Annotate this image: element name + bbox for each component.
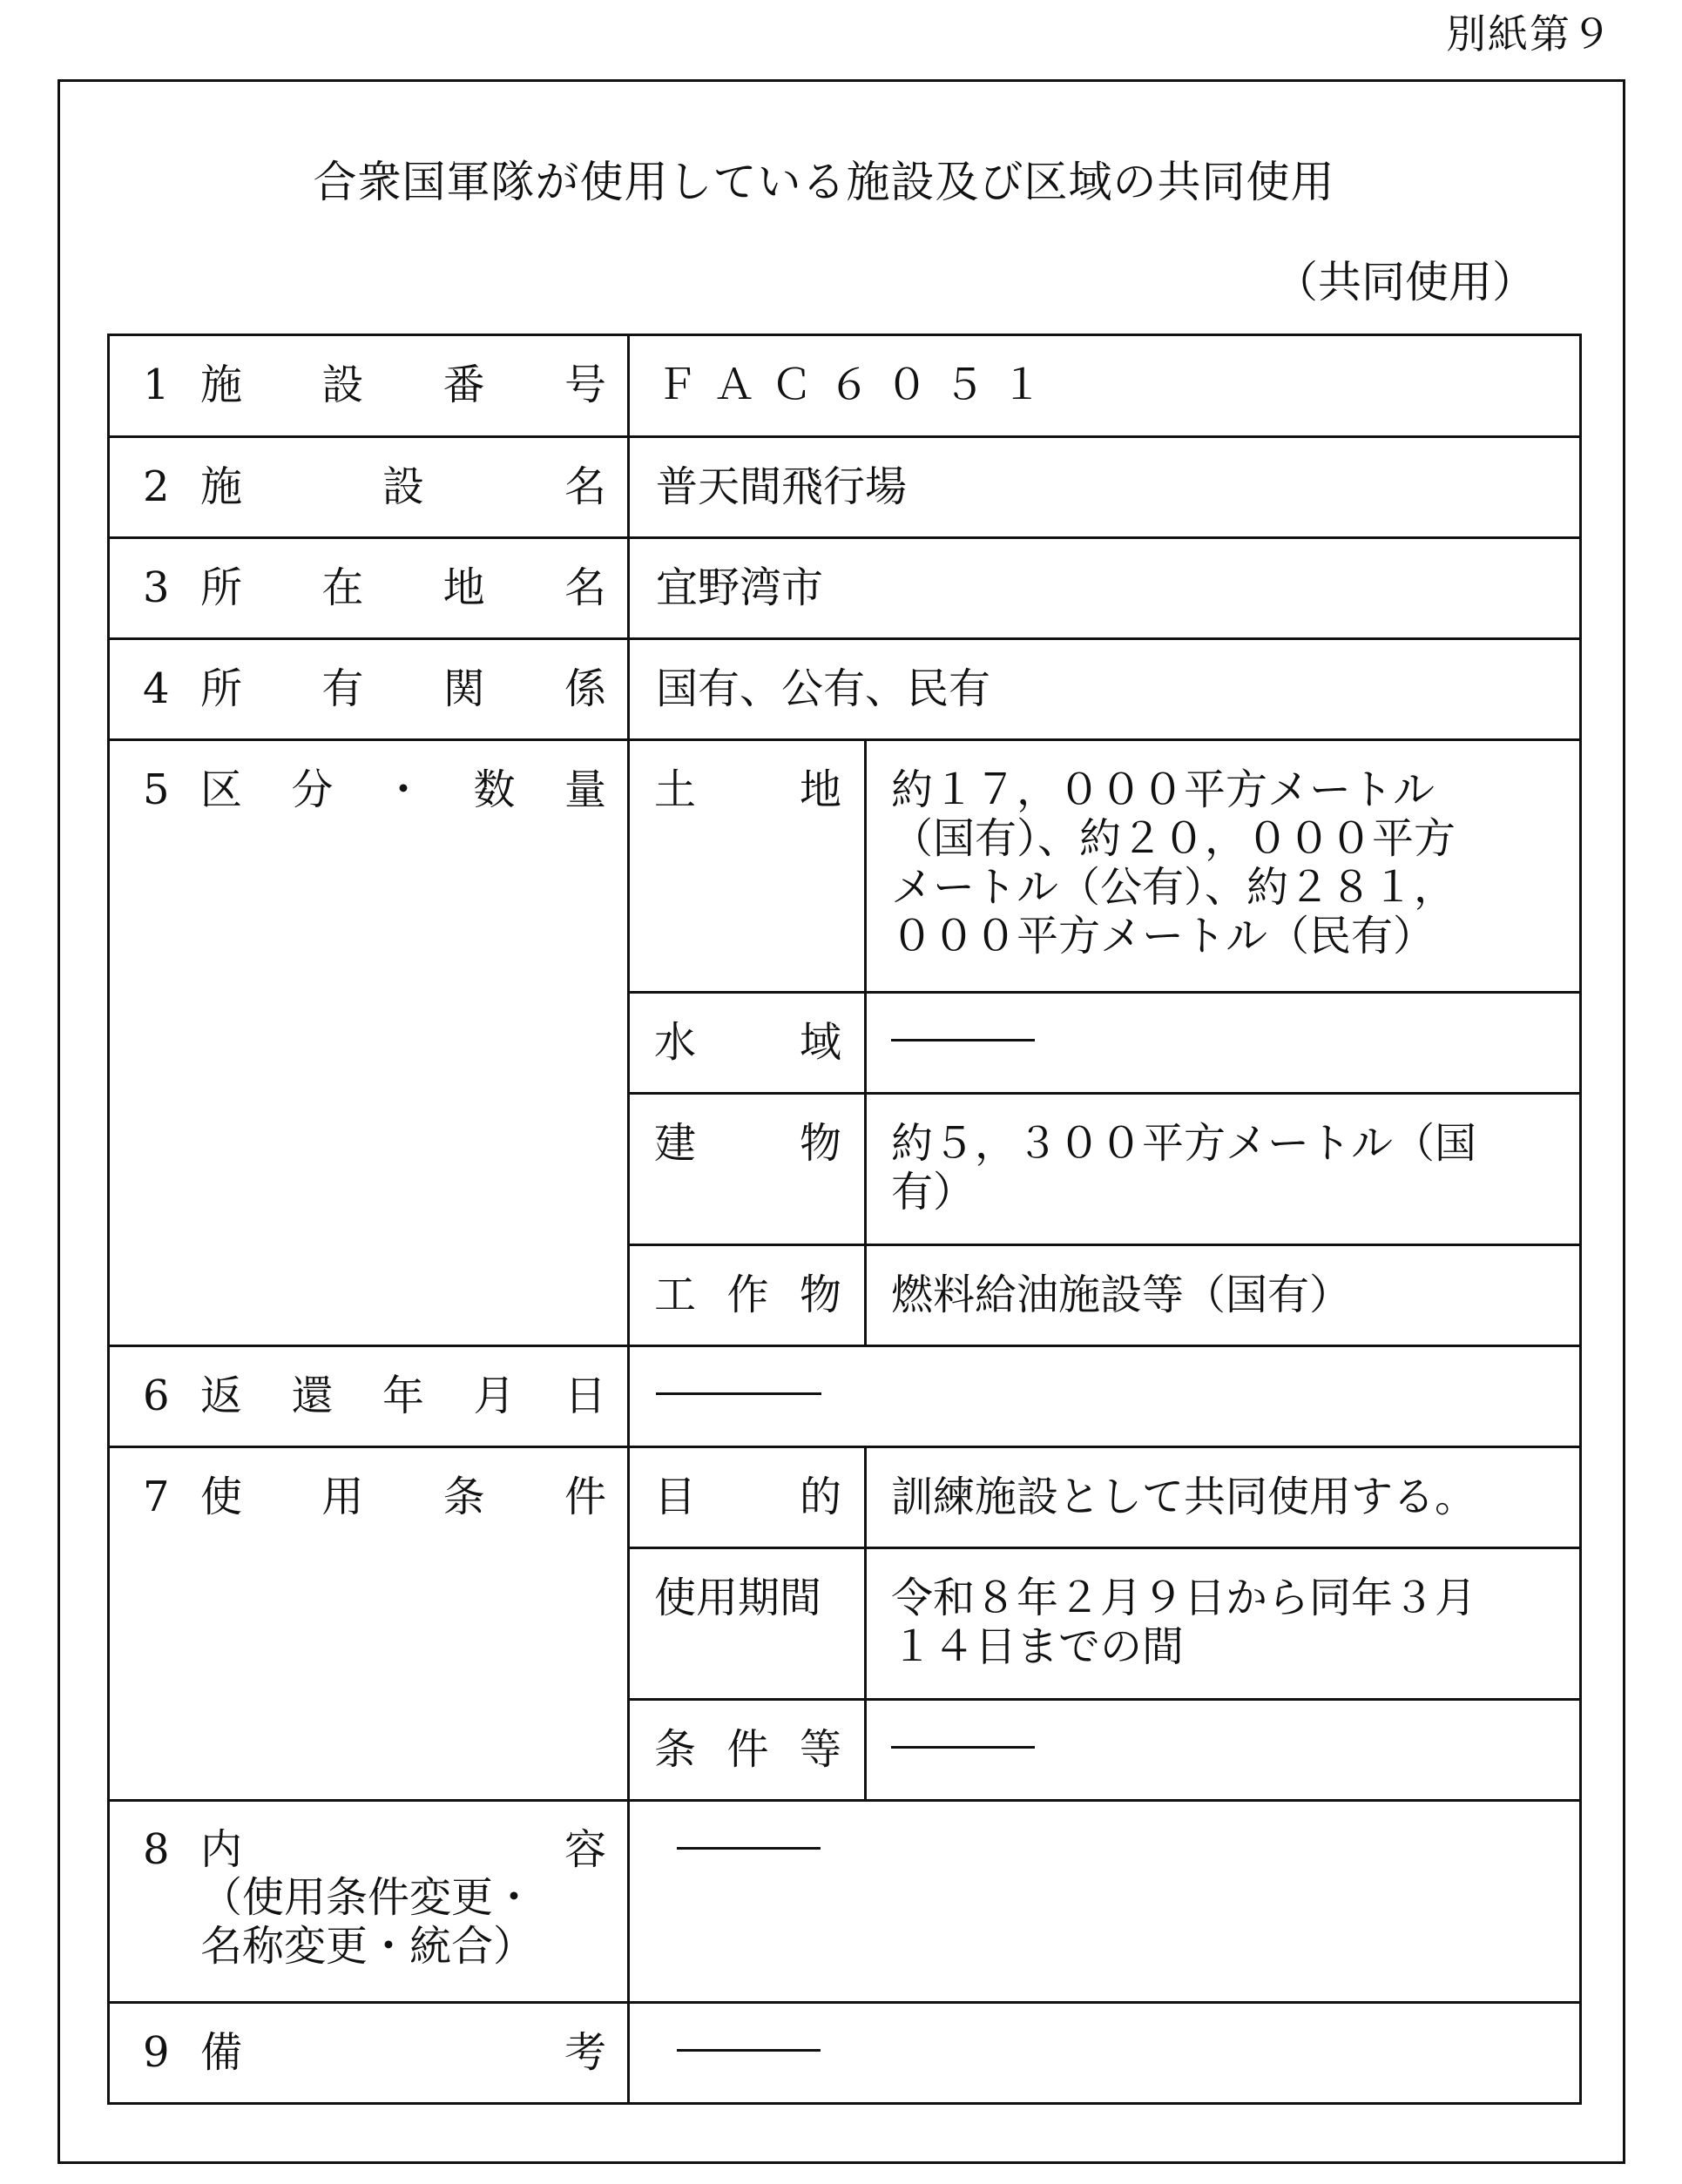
label-char: 号 (564, 361, 606, 409)
row-ownership (109, 639, 1581, 740)
label-facility-name (110, 438, 627, 511)
label-char: 返 (200, 1372, 243, 1420)
value-facility-number: ＦＡＣ６０５１ (656, 361, 1059, 409)
row-location (109, 538, 1581, 639)
label-char: 物 (799, 1271, 841, 1319)
row-number: 9 (143, 2028, 170, 2077)
label-char: 還 (291, 1372, 334, 1420)
label-char: 目 (654, 1473, 697, 1521)
label-char: 容 (564, 1825, 606, 1874)
row-number: 5 (143, 765, 170, 814)
annex-label: 別紙第９ (1446, 10, 1613, 57)
label-char: 地 (442, 563, 485, 612)
row-number: 6 (143, 1372, 170, 1420)
row-number: 7 (143, 1473, 170, 1521)
value-period (867, 1549, 1579, 1671)
value-purpose: 訓練施設として共同使用する。 (891, 1473, 1477, 1521)
label-char: 作 (726, 1271, 769, 1319)
label-char: 域 (799, 1018, 841, 1067)
dash-placeholder (677, 2049, 821, 2052)
label-char: 番 (442, 361, 485, 409)
value-line: （国有）、約２０，０００平方 (891, 814, 1456, 863)
value-water (867, 994, 1579, 1067)
value-remarks (630, 2004, 1579, 2077)
label-char: 建 (654, 1119, 697, 1168)
value-structure: 燃料給油施設等（国有） (891, 1271, 1352, 1319)
label-char: 量 (564, 765, 606, 814)
label-char: 所 (200, 563, 243, 612)
value-building (867, 1095, 1579, 1217)
value-land (867, 741, 1579, 961)
label-char: 的 (799, 1473, 841, 1521)
label-char: 分 (291, 765, 334, 814)
value-line: 約１７，０００平方メートル (891, 765, 1435, 814)
document-title: 合衆国軍隊が使用している施設及び区域の共同使用 (313, 157, 1335, 207)
label-char: 内 (200, 1825, 243, 1874)
row-return-date (109, 1346, 1581, 1447)
label-sub-line: 名称変更・統合） (200, 1922, 536, 1971)
label-char: 考 (564, 2028, 606, 2077)
label-char: 設 (321, 361, 364, 409)
label-char: 条 (442, 1473, 485, 1521)
label-char: 用 (321, 1473, 364, 1521)
value-content (630, 1802, 1579, 1875)
label-char: 施 (200, 361, 243, 409)
label-return-date (110, 1347, 627, 1420)
sublabel-building (630, 1095, 864, 1168)
label-char: 工 (654, 1271, 697, 1319)
sublabel-structure (630, 1246, 864, 1319)
label-char: 水 (654, 1018, 697, 1067)
sublabel-land (630, 741, 864, 814)
label-char: 等 (799, 1725, 841, 1774)
value-return-date (630, 1347, 1579, 1420)
sublabel-purpose (630, 1448, 864, 1521)
label-char: 物 (799, 1119, 841, 1168)
row-facility-number (109, 335, 1581, 437)
value-line: 有） (891, 1168, 976, 1217)
label-facility-number (110, 336, 627, 409)
label-ownership (110, 640, 627, 713)
label-char: 日 (564, 1372, 606, 1420)
label-char: 所 (200, 664, 243, 713)
row-content (109, 1801, 1581, 2003)
label-char: 関 (442, 664, 485, 713)
label-char: 区 (200, 765, 243, 814)
row-number: 1 (143, 361, 170, 409)
label-char: 備 (200, 2028, 243, 2077)
label-char: 設 (382, 462, 424, 511)
row-category-land (109, 740, 1581, 993)
row-facility-name (109, 437, 1581, 538)
label-char: 名 (564, 462, 606, 511)
label-char: 名 (564, 563, 606, 612)
facility-table (107, 334, 1582, 2105)
value-terms (867, 1701, 1579, 1774)
label-char: 有 (321, 664, 364, 713)
label-char: 土 (654, 765, 697, 814)
row-conditions-purpose (109, 1447, 1581, 1548)
row-number: 8 (143, 1825, 170, 1874)
row-number: 3 (143, 563, 170, 612)
label-char: 数 (473, 765, 516, 814)
sublabel-terms (630, 1701, 864, 1774)
value-facility-name: 普天間飛行場 (656, 462, 908, 511)
label-char: 件 (726, 1725, 769, 1774)
row-number: 4 (143, 664, 170, 713)
label-char: 使 (200, 1473, 243, 1521)
dash-placeholder (891, 1039, 1035, 1041)
document-frame (57, 79, 1625, 2164)
label-char: ・ (382, 765, 424, 814)
label-char: 施 (200, 462, 243, 511)
label-location (110, 539, 627, 612)
value-line: １４日までの間 (891, 1622, 1185, 1671)
dash-placeholder (677, 1847, 821, 1850)
usage-type: （共同使用） (1274, 257, 1536, 307)
label-char: 係 (564, 664, 606, 713)
label-content (110, 1802, 627, 1971)
label-char: 条 (654, 1725, 697, 1774)
label-conditions (110, 1448, 627, 1521)
label-sub-line: （使用条件変更・ (200, 1873, 536, 1922)
label-remarks (110, 2004, 627, 2077)
row-number: 2 (143, 462, 170, 511)
value-line: 令和８年２月９日から同年３月 (891, 1574, 1477, 1622)
value-line: 約５，３００平方メートル（国 (891, 1119, 1477, 1168)
value-line: ０００平方メートル（民有） (891, 912, 1435, 961)
label-text: 使用期間 (654, 1574, 822, 1622)
value-location: 宜野湾市 (656, 563, 824, 612)
sublabel-period (630, 1549, 864, 1622)
label-char: 月 (473, 1372, 516, 1420)
dash-placeholder (656, 1392, 821, 1395)
dash-placeholder (891, 1746, 1035, 1749)
label-char: 地 (799, 765, 841, 814)
label-char: 年 (382, 1372, 424, 1420)
value-ownership: 国有、公有、民有 (656, 664, 991, 713)
sublabel-water (630, 994, 864, 1067)
row-remarks (109, 2003, 1581, 2104)
label-char: 件 (564, 1473, 606, 1521)
label-category (110, 741, 627, 814)
value-line: メートル（公有）、約２８１， (891, 863, 1456, 912)
label-char: 在 (321, 563, 364, 612)
